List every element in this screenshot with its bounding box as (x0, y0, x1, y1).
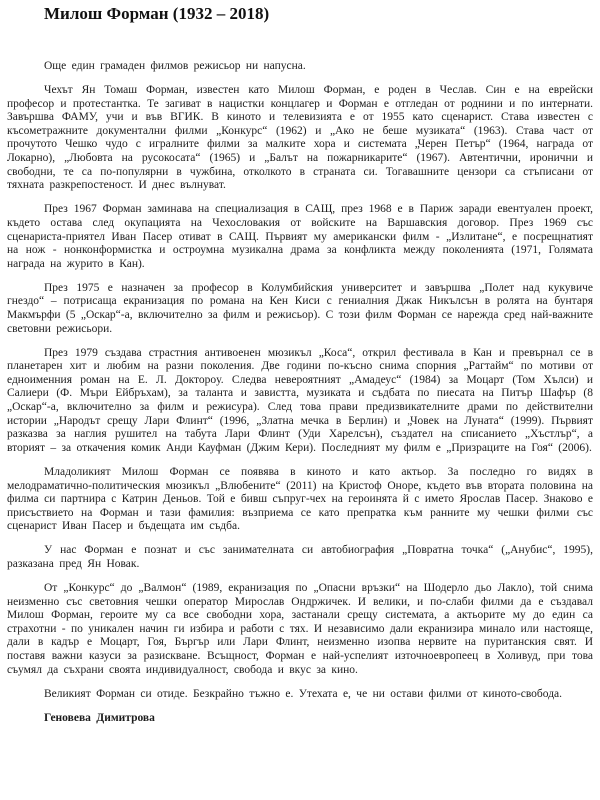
body-paragraph-7: У нас Форман е познат и със занимателната си автобиография „Повратна точка“ („Анубис“, 1995), разказана пред Ян Новак. (7, 544, 593, 570)
body-paragraph-4: През 1975 е назначен за професор в Колумбийския университет и завършва „Полет над кукувиче гнездо“ – потрисаща екранизация по романа на Кен Киси с гениалния Джак Никълсън в ролята на бунтаря Макмърфи (5 „Оскар“-а, включително за филм и режисьор). С този филм Форман се нарежда сред най-важните световни режисьори. (7, 281, 593, 335)
body-paragraph-3: През 1967 Форман заминава на специализация в САЩ, през 1968 е в Париж заради евентуален проект, където остава след окупацията на Чехословакия от войските на Варшавския договор. През 1969 със сценариста-приятел Иван Пасер отиват в САЩ. Първият му американски филм - „Излитане“, е посрещнатият на нож - нонконформистка и остроумна музикална драма за конфликта между поколенията (1971, Голямата награда на журито в Кан). (7, 203, 593, 270)
body-paragraph-8: От „Конкурс“ до „Валмон“ (1989, екранизация по „Опасни връзки“ на Шодерло дьо Лакло), той снима неизменно със световния чешки оператор Мирослав Ондржичек. И велики, и по-слаби филми да е създавал Милош Форман, героите му са все свободни хора, застанали срещу системата, а актьорите му до един са страхотни - по уникален начин ги избира и работи с тях. И независимо дали екранизира минало или настояще, дали в кадър е Моцарт, Гоя, Бъргър или Лари Флинт, неизменно изопва нервите на пуританския свят. И поставя важни казуси за разискване. Всъщност, Форман е най-успелият източноевропеец в Холивуд, при това съумял да съхрани своята индивидуалност, свобода и вкус за кино. (7, 582, 593, 676)
body-paragraph-2: Чехът Ян Томаш Форман, известен като Милош Форман, е роден в Чеслав. Син е на еврейски професор и протестантка. Те загиват в нацистки концлагер и Форман е отгледан от роднини и по интернати. Завършва ФАМУ, учи и във ВГИК. В киното и телевизията е от 1955 като сценарист. Става известен с късометражните документални филми „Конкурс“ (1962) и „Ако не беше музиката“ (1963). Става част от прочутото Чешко чудо с игралните филми за малките хора и системата „Черен Петър“ (1964, награда от Локарно), „Любовта на русокосата“ (1965) и „Балът на пожарникарите“ (1967). Автентични, иронични и свободни, те са по-популярни в чужбина, отколкото в страната си. Тогавашните цензори са стъписани от тяхната разкрепостеност. И днес вълнуват. (7, 84, 593, 192)
author-signature: Геновева Димитрова (44, 711, 155, 724)
body-paragraph-1: Още един грамаден филмов режисьор ни напусна. (44, 60, 306, 72)
body-paragraph-6: Младоликият Милош Форман се появява в киното и като актьор. За последно го видях в мелодраматично-политическия мюзикъл „Влюбените“ (2011) на Кристоф Оноре, където във втората половина на филма си партнира с Катрин Деньов. Той е бивш съпруг-чех на героинята й с името Ярослав Пасер. Знаково е присъствието на Форман и тази фамилия: възприема се като препратка към ранните му чешки филми със сценарист Иван Пасер и бъдещата им съдба. (7, 465, 593, 533)
body-paragraph-5: През 1979 създава страстния антивоенен мюзикъл „Коса“, открил фестивала в Кан и превърнал се в планетарен хит и любим на разни поколения. Две години по-късно снима спорния „Рагтайм“ по мотиви от едноименния роман на Е. Л. Докторoу. Следва невероятният „Амадеус“ (1984) за Моцарт (Том Хълси) и Салиери (Ф. Мъри Ейбръхам), за таланта и завистта, музиката и съдбата по пиесата на Питър Шафър (8 „Оскар“-а, включително за филм и режисура). След това прави предизвикателните драми по действителни истории „Народът срещу Лари Флинт“ (1996, „Златна мечка в Берлин) и „Човек на Луната“ (1999). Първият разказва за наглия рушител на табута Лари Флинт (Уди Харелсън), създател на списанието „Хъстлър“, а вторият – за откачения комик Анди Кауфман (Джим Кери). Последният му филм е „Призраците на Гоя“ (2006). (7, 346, 593, 454)
article-body (7, 60, 593, 725)
body-paragraph-9: Великият Форман си отиде. Безкрайно тъжно е. Утехата е, че ни остави филми от киното-свобода. (44, 687, 563, 700)
page-title: Милош Форман (1932 – 2018) (44, 4, 270, 23)
